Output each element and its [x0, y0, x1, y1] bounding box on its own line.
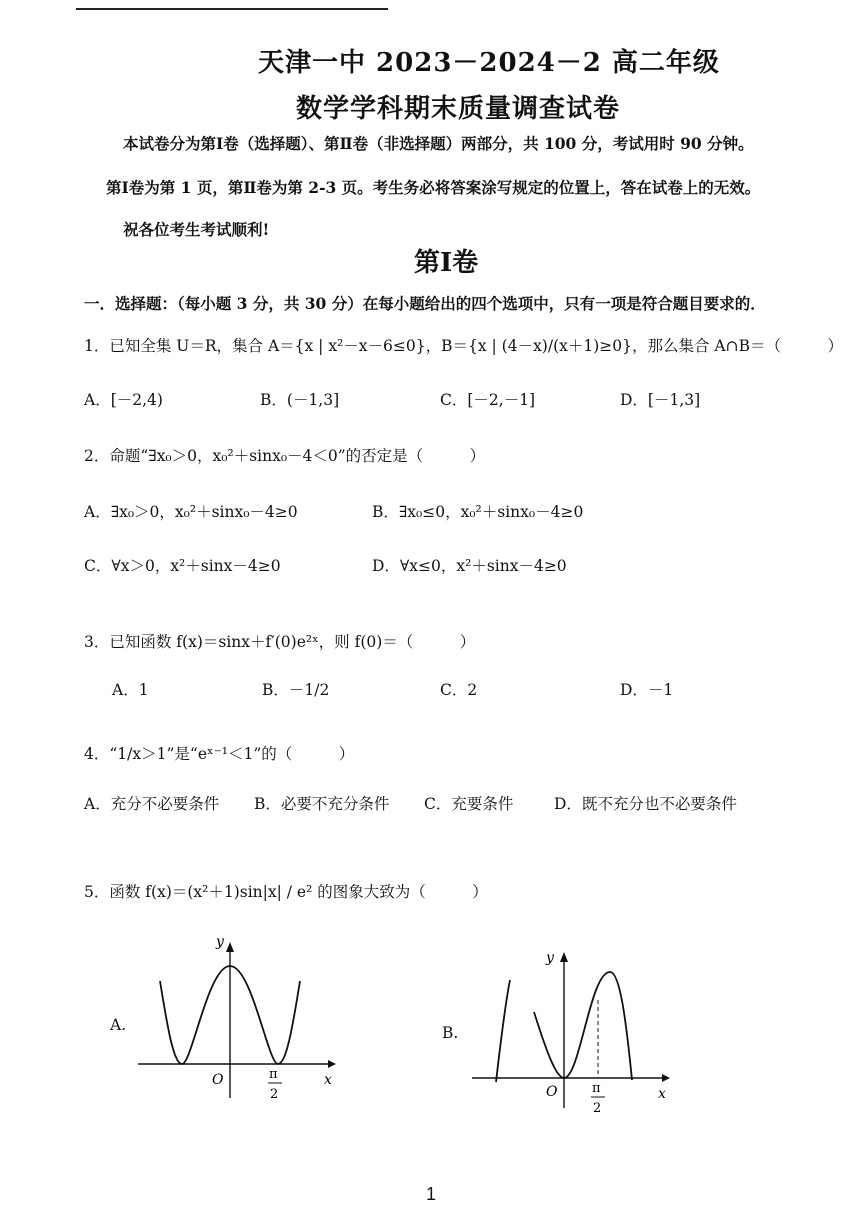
question-2-option-b: B．∃x₀≤0，x₀²＋sinx₀－4≥0: [372, 503, 584, 521]
question-5-option-a: A.: [110, 1016, 127, 1034]
graph-b-curve: [534, 972, 632, 1080]
question-3-option-a: A．1: [112, 681, 149, 699]
graph-b-pi-label: π: [592, 1081, 601, 1096]
graph-b-left-branch: [496, 980, 510, 1082]
exam-intro-2: 第Ⅰ卷为第 1 页，第Ⅱ卷为第 2-3 页。考生务必将答案涂写规定的位置上，答在试卷上的无效。: [106, 178, 761, 197]
question-5-option-b: B.: [442, 1024, 459, 1042]
page-number: 1: [426, 1184, 437, 1204]
part-title: 一．选择题：（每小题 3 分，共 30 分）在每小题给出的四个选项中，只有一项是符合题目要求的．: [84, 294, 766, 313]
graph-option-a: [130, 936, 350, 1116]
question-3-option-b: B．－1/2: [262, 681, 330, 699]
question-1-option-c: C．[－2,－1]: [440, 391, 536, 409]
question-1-option-a: A．[－2,4): [84, 391, 163, 409]
graph-a-x-arrow-icon: [328, 1060, 336, 1068]
question-4-option-c: C．充要条件: [424, 795, 514, 813]
question-4-option-a: A．充分不必要条件: [84, 795, 220, 813]
question-2-option-c: C．∀x＞0，x²＋sinx－4≥0: [84, 557, 281, 575]
graph-a-pi-label: π: [269, 1067, 278, 1082]
question-3-option-d: D．－1: [620, 681, 674, 699]
graph-a-origin-label: O: [212, 1072, 224, 1088]
top-rule: [76, 8, 388, 10]
question-1-option-b: B．(－1,3]: [260, 391, 340, 409]
question-1-stem: 1．已知全集 U＝R，集合 A＝{x | x²－x－6≤0}，B＝{x | (4－x)/(x＋1)≥0}，那么集合 A∩B＝（ ）: [84, 337, 843, 355]
section-title: 第Ⅰ卷: [414, 248, 479, 278]
question-3-option-c: C．2: [440, 681, 478, 699]
question-4-option-b: B．必要不充分条件: [254, 795, 390, 813]
question-4-option-d: D．既不充分也不必要条件: [554, 795, 737, 813]
question-1-option-d: D．[－1,3]: [620, 391, 701, 409]
exam-title-line2: 数学学科期末质量调查试卷: [296, 94, 621, 124]
graph-a-x-label: x: [324, 1072, 332, 1088]
exam-intro-1: 本试卷分为第Ⅰ卷（选择题）、第Ⅱ卷（非选择题）两部分，共 100 分，考试用时 90 分钟。: [123, 134, 754, 153]
question-4-stem: 4．“1/x＞1”是“eˣ⁻¹＜1”的（ ）: [84, 745, 355, 763]
graph-b-y-label: y: [546, 950, 554, 966]
question-3-stem: 3．已知函数 f(x)＝sinx＋f′(0)e²ˣ，则 f(0)＝（ ）: [84, 633, 476, 651]
question-2-option-d: D．∀x≤0，x²＋sinx－4≥0: [372, 557, 567, 575]
graph-b-origin-label: O: [546, 1084, 558, 1100]
question-2-option-a: A．∃x₀＞0，x₀²＋sinx₀－4≥0: [84, 503, 298, 521]
graph-b-x-label: x: [658, 1086, 666, 1102]
question-2-stem: 2．命题“∃x₀＞0，x₀²＋sinx₀－4＜0”的否定是（ ）: [84, 447, 486, 465]
graph-b-two-label: 2: [593, 1101, 602, 1116]
graph-a-y-arrow-icon: [226, 942, 234, 952]
exam-intro-3: 祝各位考生考试顺利!: [123, 220, 270, 239]
graph-b-x-arrow-icon: [662, 1074, 670, 1082]
graph-a-two-label: 2: [270, 1087, 279, 1102]
exam-title-line1: 天津一中 2023－2024－2 高二年级: [258, 48, 720, 78]
question-5-stem: 5．函数 f(x)＝(x²＋1)sin|x| / e² 的图象大致为（ ）: [84, 883, 488, 901]
graph-a-y-label: y: [216, 936, 224, 950]
graph-option-b: [468, 940, 688, 1126]
graph-b-y-arrow-icon: [560, 952, 568, 962]
